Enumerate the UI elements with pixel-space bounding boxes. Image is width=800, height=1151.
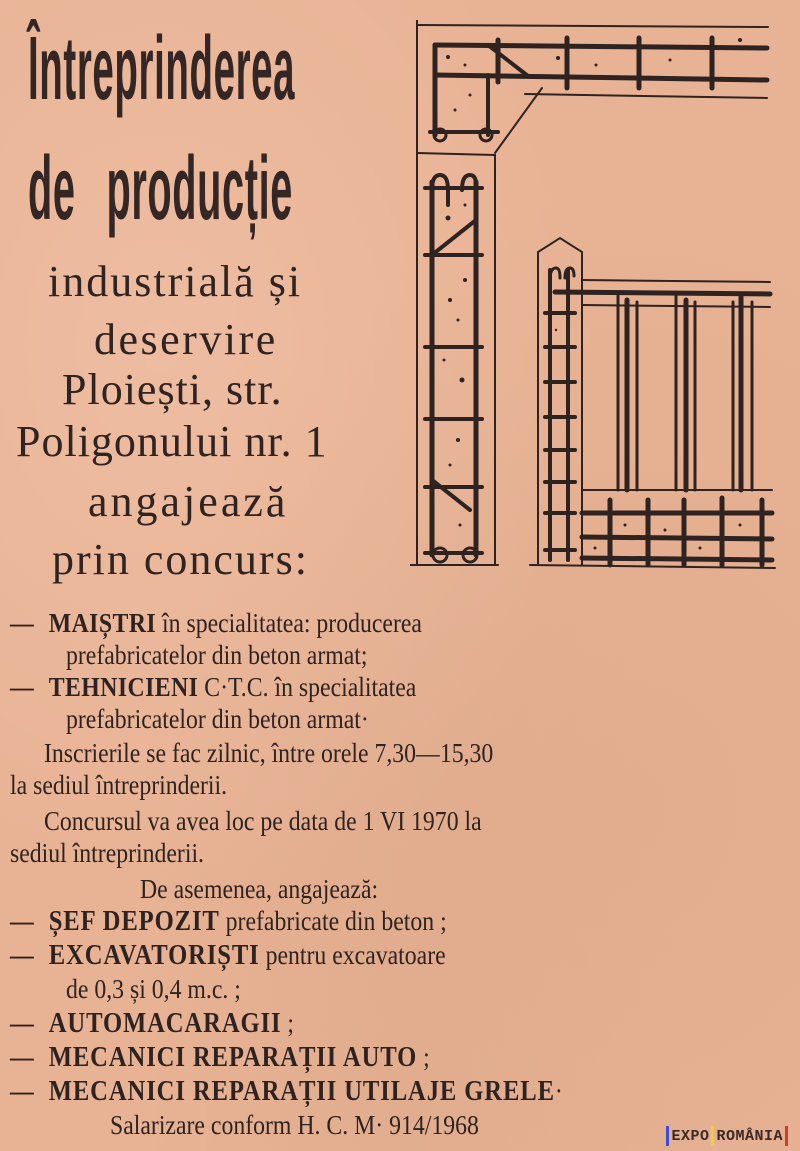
watermark-expo: EXPO [671,1127,710,1145]
position-excavatoristi-line2: de 0,3 și 0,4 m.c. ; [66,974,241,1004]
position-title: MECANICI REPARAȚII AUTO [48,1042,418,1073]
dash-bullet: — [10,906,34,936]
position-title: EXCAVATORIȘTI [48,940,260,971]
position-tehnicieni-line2: prefabricatelor din beton armat· [66,704,369,734]
position-excavatoristi [10,940,446,972]
subheading-line1: industrială și [48,257,303,306]
registration-line1: Inscrierile se fac zilnic, între orele 7,30—15,30 [44,738,494,768]
dash-bullet: — [10,608,34,638]
subheading-line6: prin concurs: [52,535,309,584]
dash-bullet: — [10,1076,34,1106]
position-mecanici-utilaje [10,1076,563,1108]
contest-line2: sediul întreprinderii. [10,838,204,868]
dash-bullet: — [10,1008,34,1038]
subheading-line5: angajează [88,477,289,526]
position-description: ; [417,1042,430,1072]
position-maistri-line2: prefabricatelor din beton armat; [66,640,368,670]
position-mecanici-auto [10,1042,430,1074]
contest-line1: Concursul va avea loc pe data de 1 VI 1970 la [44,806,482,836]
position-title: TEHNICIENI [48,672,199,702]
dash-bullet: — [10,672,34,702]
dash-bullet: — [10,1042,34,1072]
flag-red-bar [785,1126,788,1146]
dash-bullet: — [10,940,34,970]
position-title: ȘEF DEPOZIT [48,906,220,937]
subheading-line4: Poligonului nr. 1 [16,417,328,466]
flag-blue-bar [666,1126,669,1146]
position-description: în specialitatea: producerea [156,608,422,638]
subheading-line3: Ploiești, str. [62,365,283,414]
flag-yellow-bar [711,1126,714,1146]
position-title: MAIȘTRI [48,608,157,638]
position-title: AUTOMACARAGII [48,1008,282,1039]
registration-line2: la sediul întreprinderii. [10,770,228,800]
position-sef-depozit [10,906,447,938]
position-description: pentru excavatoare [259,940,446,970]
position-automacaragii [10,1008,294,1040]
also-hiring-heading: De asemenea, angajează: [140,874,379,904]
watermark-romania: ROMÂNIA [716,1127,783,1145]
subheading-line2: deservire [94,315,278,364]
headline-line1: Întreprinderea [28,19,296,120]
expo-romania-watermark [664,1126,790,1146]
position-tehnicieni [10,672,416,703]
headline-line2: de producție [28,139,293,240]
position-description: prefabricate din beton ; [219,906,447,936]
rebar-drawing-icon [410,20,790,580]
salary-note: Salarizare conform H. C. M· 914/1968 [110,1110,479,1140]
position-description: · [554,1076,563,1106]
position-maistri [10,608,422,639]
concrete-reinforcement-illustration [410,20,790,580]
position-title: MECANICI REPARAȚII UTILAJE GRELE [48,1076,555,1107]
position-description: ; [281,1008,295,1038]
position-description: C·T.C. în specialitatea [198,672,417,702]
